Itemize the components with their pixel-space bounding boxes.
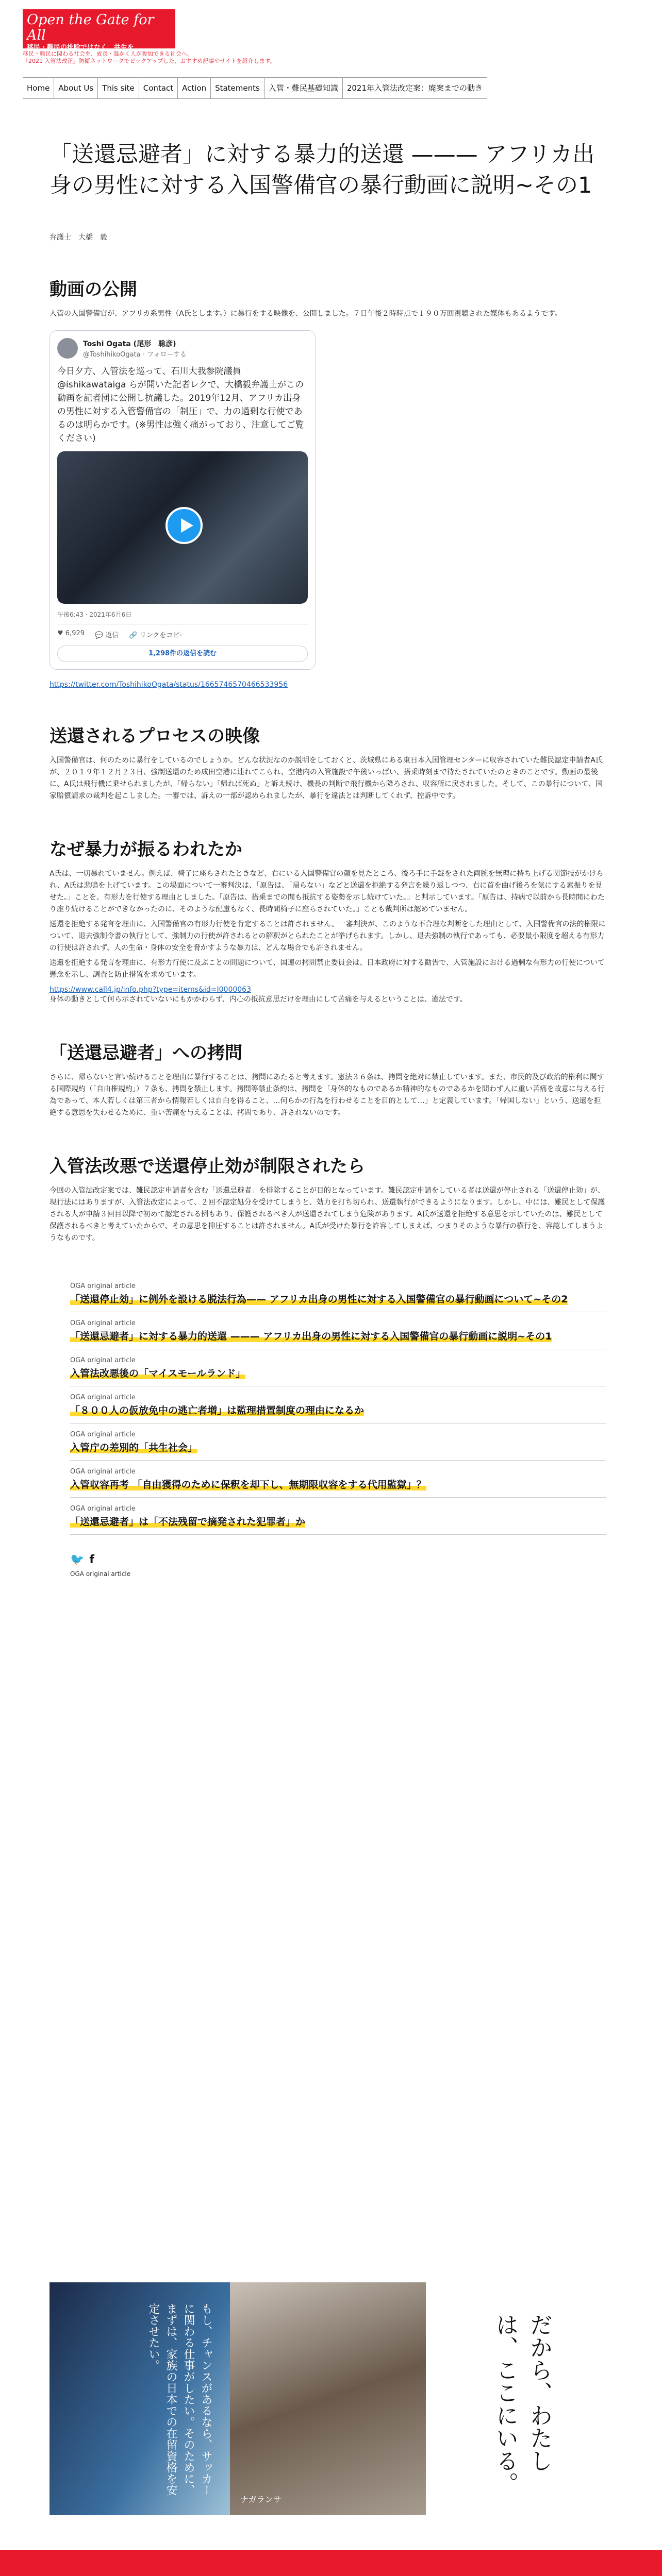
paragraph: 入国警備官は、何のために暴行をしているのでしょうか。どんな状況なのか説明をしておくと、茨城県にある東日本入国管理センターに収容されていた難民認定申請者A氏が、２０１９年１２月２３日、強制送還のため成田空港に連れてこられ、空港内の入管施設で午後いっぱい、搭乗時刻まで待たされていたのときのことです。動画の最後に、A氏は飛行機に乗せられましたが、「帰らない」「帰れば死ぬ」と訴え続け、機長の判断で飛行機から降ろされ、収容所に戻されました。そして、この暴行について、国家賠償請求の裁判を起こしました。一審では、訴えの一部が認められましたが、暴行を違法とは判断してくれず、控訴中です。 [49,756,603,800]
site-logo[interactable] [23,9,175,52]
paragraph: 送還を拒絶する発言を理由に、有形力行使に及ぶことの問題について、国連の拷問禁止委員会は、日本政府に対する勧告で、入管施設における過剰な有形力の行使について懸念を示し、調査と防止措置を求めています。 [49,959,605,979]
nav-this-site[interactable]: This site [98,78,139,98]
share-buttons [70,1553,606,1566]
main-nav [23,77,487,99]
paragraph: 今回の入管法改定案では、難民認定申請者を含む「送還忌避者」を排除することが目的となっています。難民認定申請をしている者は送還が停止される「送還停止効」が、現行法にはありますが、入管法改定によって、２回不認定処分を受けてしまうと、効力を打ち切られ、送還執行ができるようになります。しかし、中には、難民として保護される人が申請３回目以降で初めて認定される例もあり、保護されるべき人が送還されてしまう危険があります。A氏が送還を拒絶する意思を示していたのは、難民として保護されるべきと考えていたからで、その意思を抑圧することは許されません。A氏が受けた暴行を許容してしまえば、つまりそのような暴行の横行を、容認してしまうようなものです。 [49,1187,605,1242]
copy-label: リンクをコピー [139,632,186,639]
card-title[interactable]: 「送還停止効」に例外を設ける脱法行為—— アフリカ出身の男性に対する入国警備官の暴行動画について~その2 [70,1294,568,1305]
card-title[interactable]: 「送還忌避者」は「不法残留で摘発された犯罪者」か [70,1516,306,1528]
tweet-author[interactable]: Toshi Ogata (尾形 聡彦) [83,340,176,348]
facebook-icon[interactable]: f [89,1553,94,1566]
tweet-text: 今日夕方、入管法を巡って、石川大我参院議員@ishikawataiga らが開いた記者レクで、大橋毅弁護士がこの動画を記者団に公開し抗議した。2019年12月、アフリカ出身の男性に対する入管警備官の「制圧」で、力の過剰な行使であるのは明らかです。(※男性は強く痛がっており、注意してご覧ください) [57,366,304,444]
card-title[interactable]: 入管庁の差別的「共生社会」 [70,1442,198,1453]
banner-headline: だから、わたしは、ここにいる。 [492,2313,552,2495]
like-icon[interactable]: ♥ 6,929 [57,630,85,637]
related-card[interactable] [70,1386,606,1423]
card-kicker: OGA original article [70,1394,136,1401]
section-heading-4: 「送還忌避者」への拷問 [49,1043,242,1063]
tweet-handle[interactable]: @ToshihikoOgata · フォローする [83,350,187,359]
paragraph: さらに、帰らないと言い続けることを理由に暴行することは、拷問にあたると考えます。憲法３６条は、拷問を絶対に禁止しています。また、市民的及び政治的権利に関する国際規約（「自由権規約」）７条も、拷問を禁止します。拷問等禁止条約は、拷問を「身体的なものであるか精神的なものであるかを問わず人に重い苦痛を故意に与える行為であって、本人若しくは第三者から情報若しくは自白を得ること、…何らかの行為を行わせることを目的として…」と定義しています。「帰国しない」という、送還を拒絶する意思を失わせるために、重い苦痛を与えることは、拷問であり、許されないのです。 [49,1073,605,1117]
related-card[interactable] [70,1275,606,1312]
tagline-line-1: 移民・難民に関わる社会を、成長・温かく人が参加できる社会へ。 [23,50,193,57]
section-heading-5: 入管法改悪で送還停止効が制限されたら [49,1156,365,1177]
nav-basics[interactable]: 入管・難民基礎知識 [264,78,343,98]
reply-icon[interactable]: 💬 返信 [95,632,119,639]
related-card[interactable] [70,1461,606,1498]
reply-label: 返信 [105,632,119,639]
paragraph: 入管の入国警備官が、アフリカ系男性（A氏とします。）に暴行をする映像を、公開しました。７日午後２時時点で１９０万回視聴された媒体もあるようです。 [49,310,562,318]
avatar[interactable] [57,338,78,359]
card-title[interactable]: 「８００人の仮放免中の逃亡者増」は監理措置制度の理由になるか [70,1405,365,1416]
banner-quote: もし、チャンスがあるなら、サッカーに関わる仕事がしたい。そのために、まずは、家族の日本での在留資格を安定させたい。 [147,2303,212,2496]
play-icon[interactable] [166,507,203,544]
banner-left-panel [49,2282,230,2515]
tweet-link[interactable]: https://twitter.com/ToshihikoOgata/status/1665746570466533956 [49,681,288,689]
banner-photo [230,2282,426,2515]
card-title[interactable]: 「送還忌避者」に対する暴力的送還 ——— アフリカ出身の男性に対する入国警備官の暴行動画に説明~その1 [70,1331,552,1342]
paragraph: 身体の動きとして何ら示されていないにもかかわらず、内心の抵抗意思だけを理由にして苦痛を与えるということは、違法です。 [49,995,467,1004]
embedded-tweet[interactable] [49,330,316,670]
section-heading-2: 送還されるプロセスの映像 [49,726,260,747]
copy-link-icon[interactable]: 🔗 リンクをコピー [129,632,186,639]
like-count: 6,929 [65,630,85,637]
card-kicker: OGA original article [70,1319,136,1327]
banner-right-panel [426,2282,611,2515]
related-card[interactable] [70,1349,606,1386]
article-title: 「送還忌避者」に対する暴力的送還 ——— アフリカ出身の男性に対する入国警備官の暴行動画に説明~その1 [49,142,595,198]
tagline-line-2: 「2021 入管法改正」防衛ネットワークでピックアップした、おすすめ記事やサイトを紹介します。 [23,58,276,64]
related-card[interactable] [70,1498,606,1535]
site-title: Open the Gate for All [27,12,154,43]
twitter-icon[interactable]: 🐦 [70,1553,85,1566]
site-subtitle: 移民・難民の排除ではなく、共生を [27,44,134,52]
nav-home[interactable]: Home [23,78,54,98]
reference-link[interactable]: https://www.call4.jp/info.php?type=items&id=I0000063 [49,986,251,994]
related-card[interactable] [70,1423,606,1461]
read-replies-button[interactable]: 1,298件の返信を読む [57,646,308,662]
paragraph: A氏は、一切暴れていません。例えば、椅子に座らされたときなど、右にいる入国警備官の顔を見たところ、後ろ手に手錠をされた両腕を無理に持ち上げる関節技がかけられ、A氏は悲鳴を上げています。この場面について一審判決は、「原告は、「帰らない」などと送還を拒絶する発言を繰り返しつつ、右に首を曲げ後ろを気にする素振りを見せた。」ことを、有形力を行使する理由としました。「原告は、搭乗までの間も抵抗する姿勢を示し続けていた。」と判示しています。「原告は、持病で以前から長時間にわたり座り続けることができなかったのに、そのような配慮もなく、長時間椅子に座らされていた。」ことも裁判所は認めていません。 [49,870,605,913]
share-caption: OGA original article [70,1570,131,1578]
related-card[interactable] [70,1312,606,1349]
card-kicker: OGA original article [70,1357,136,1364]
section-heading-1: 動画の公開 [49,279,137,300]
nav-statements[interactable]: Statements [211,78,264,98]
nav-2021[interactable]: 2021年入管法改定案：廃案までの動き [346,83,483,93]
footer [0,2550,662,2576]
article-author: 弁護士 大橋 毅 [49,233,107,242]
section-heading-3: なぜ暴力が振るわれたか [49,839,242,860]
card-kicker: OGA original article [70,1431,136,1438]
nav-contact[interactable]: Contact [139,78,178,98]
card-title[interactable]: 入管法改悪後の「マイスモールランド」 [70,1368,246,1379]
card-title[interactable]: 入管収容再考 「自由獲得のために保釈を却下し、無期限収容をする代用監獄」？ [70,1479,426,1490]
site-tagline [23,50,276,65]
paragraph: 送還を拒絶する発言を理由に、入国警備官の有形力行使を肯定することは許されません。一審判決が、このような不合理な判断をした理由として、入国警備官の法的権限について、退去強制令書の執行として、強制力の行使が許されるとの解釈がとられたことが挙げられます。しかし、退去強制の執行であっても、必要最小限度を超える有形力の行使は許されず、人の生命・身体の安全を脅かすような暴力は、どんな場合でも許されません。 [49,920,606,952]
card-kicker: OGA original article [70,1282,136,1290]
tweet-time[interactable]: 午後6:43 · 2021年6月6日 [57,610,308,624]
campaign-banner[interactable] [49,2282,611,2515]
related-articles [70,1275,606,1535]
card-kicker: OGA original article [70,1468,136,1476]
tweet-video[interactable] [57,451,308,604]
banner-person-name: ナガランサ [240,2495,282,2504]
header [0,0,662,66]
article [49,139,606,1578]
nav-action[interactable]: Action [178,78,211,98]
nav-about[interactable]: About Us [54,78,98,98]
card-kicker: OGA original article [70,1505,136,1513]
